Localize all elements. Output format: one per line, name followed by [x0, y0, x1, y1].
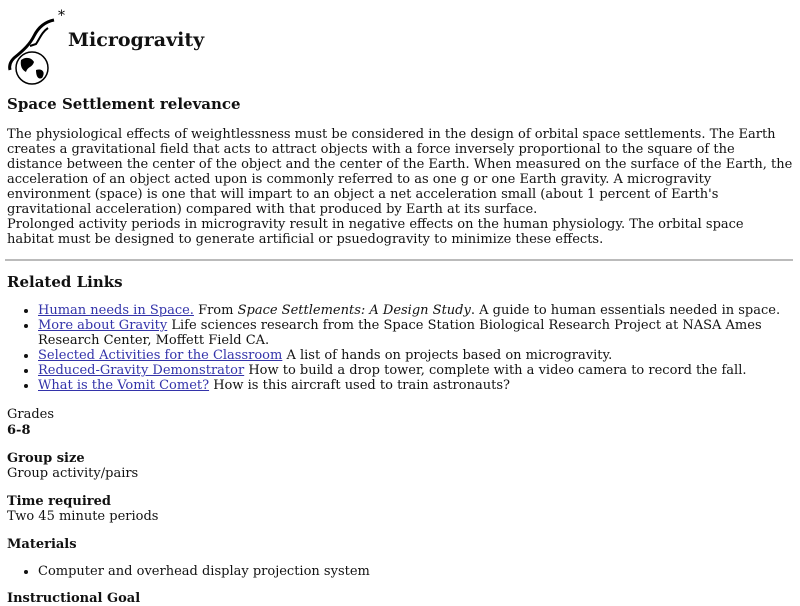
- link-vomit-comet[interactable]: What is the Vomit Comet?: [38, 378, 210, 393]
- link-description: How to build a drop tower, complete with a video camera to record the fall.: [244, 363, 747, 378]
- time-required-label: Time required: [7, 494, 111, 509]
- group-size-value: Group activity/pairs: [7, 466, 139, 481]
- materials-list: [7, 564, 793, 579]
- link-description: . A guide to human essentials needed in space.: [470, 303, 781, 318]
- link-description: From: [193, 303, 238, 318]
- list-item: [38, 348, 793, 363]
- list-item: [38, 303, 793, 318]
- link-more-about-gravity[interactable]: More about Gravity: [38, 318, 168, 333]
- divider: [5, 259, 793, 261]
- link-classroom-activities[interactable]: Selected Activities for the Classroom: [38, 348, 283, 363]
- grades-value: 6-8: [7, 423, 31, 438]
- link-description: How is this aircraft used to train astronauts?: [209, 378, 510, 393]
- svg-text:*: *: [58, 8, 65, 24]
- page-title: Microgravity: [68, 29, 205, 51]
- book-title: Space Settlements: A Design Study: [237, 303, 471, 318]
- list-item: • Computer and overhead display projection system: [38, 564, 793, 579]
- related-links-heading: Related Links: [7, 273, 123, 291]
- link-human-needs[interactable]: Human needs in Space.: [38, 303, 194, 318]
- materials-label: Materials: [7, 537, 77, 552]
- link-description: Life sciences research from the Space Station Biological Research Project at NASA Ames Research Center, Moffett Field CA.: [38, 318, 762, 348]
- link-description: A list of hands on projects based on microgravity.: [282, 348, 613, 363]
- list-item: [38, 318, 793, 348]
- main-content: [7, 95, 793, 606]
- relevance-heading: Space Settlement relevance: [7, 95, 241, 113]
- instructional-goal-label: Instructional Goal: [7, 591, 141, 606]
- microgravity-logo-icon: [4, 6, 70, 86]
- related-links-list: [7, 303, 793, 393]
- relevance-paragraph-1: The physiological effects of weightlessness must be considered in the design of orbital space settlements. The Earth creates a gravitational field that acts to attract objects with a force inversely proportional to the square of the distance between the center of the object and the center of the Earth. When measured on the surface of the Earth, the acceleration of an object acted upon is commonly referred to as one g or one Earth gravity. A microgravity environment (space) is one that will impart to an object a net acceleration small (about 1 percent of Earth's gravitational acceleration) compared with that produced by Earth at its surface.: [7, 127, 793, 217]
- time-required-value: Two 45 minute periods: [7, 509, 159, 524]
- link-reduced-gravity-demonstrator[interactable]: Reduced-Gravity Demonstrator: [38, 363, 245, 378]
- list-item: [38, 363, 793, 378]
- group-size-label: Group size: [7, 451, 85, 466]
- list-item: [38, 378, 793, 393]
- relevance-paragraph-2: Prolonged activity periods in microgravity result in negative effects on the human physiology. The orbital space habitat must be designed to generate artificial or psuedogravity to minimize these effects.: [7, 217, 744, 247]
- grades-label: Grades: [7, 407, 55, 422]
- page-header: [0, 4, 400, 84]
